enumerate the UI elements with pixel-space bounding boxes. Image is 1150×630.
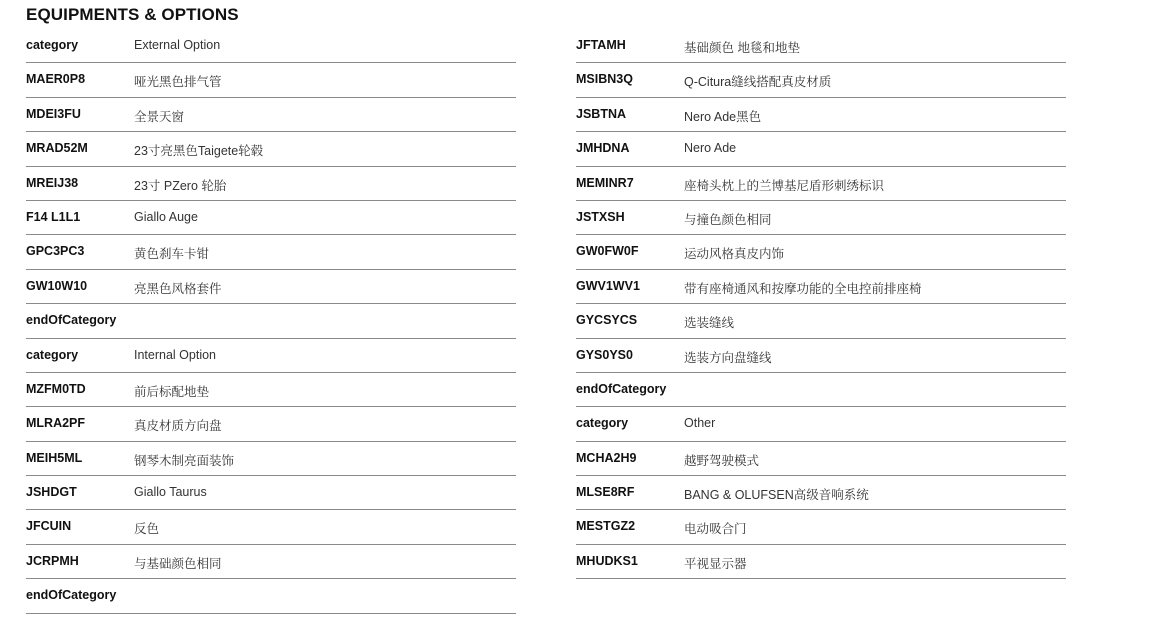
option-code: JMHDNA [576,141,630,156]
option-description: BANG & OLUFSEN高级音响系统 [684,488,869,503]
option-description: 亮黑色风格套件 [134,281,222,296]
table-row [26,442,516,476]
option-description: Nero Ade [684,141,737,156]
option-code: endOfCategory [26,588,117,603]
option-description: 哑光黑色排气管 [134,75,222,90]
table-row [26,407,516,441]
option-description: Nero Ade黑色 [684,109,762,124]
page-title: EQUIPMENTS & OPTIONS [26,5,239,24]
option-code: MAER0P8 [26,72,86,87]
right-options-table [576,29,1066,579]
option-code: MEMINR7 [576,175,634,190]
option-code: MDEI3FU [26,106,81,121]
option-description: Q-Citura缝线搭配真皮材质 [684,75,832,90]
table-row [26,270,516,304]
option-description: 座椅头枕上的兰博基尼盾形刺绣标识 [684,178,885,193]
option-code: GYCSYCS [576,313,638,328]
option-code: MLSE8RF [576,485,635,500]
option-description: 全景天窗 [134,109,185,124]
option-description: Giallo Auge [134,209,198,224]
option-description: 黄色刹车卡钳 [134,247,210,262]
option-description: 23寸亮黑色Taigete轮毂 [134,144,264,159]
table-row [26,476,516,510]
option-description: 与基础颜色相同 [134,556,222,571]
option-description: External Option [134,38,221,52]
table-row [26,339,516,373]
option-code: MSIBN3Q [576,72,633,87]
option-description: 23寸 PZero 轮胎 [134,178,227,193]
option-description: 基础颜色 地毯和地垫 [684,41,800,55]
table-row [576,476,1066,510]
table-row [26,579,516,613]
table-row [26,545,516,579]
option-description: 越野驾驶模式 [684,453,760,468]
option-description: 选装缝线 [684,316,735,331]
option-code: JSTXSH [576,209,625,224]
option-code: MHUDKS1 [576,553,638,568]
table-row [26,98,516,132]
option-description: 平视显示器 [684,556,747,571]
option-code: category [26,38,79,52]
table-row [576,373,1066,407]
option-code: MZFM0TD [26,381,86,396]
option-code: MLRA2PF [26,416,86,431]
option-description: Internal Option [134,347,216,362]
option-code: MCHA2H9 [576,450,637,465]
table-row [576,510,1066,544]
table-row [576,442,1066,476]
option-description: 钢琴木制亮面装饰 [134,453,235,468]
table-row [576,545,1066,579]
option-code: JSBTNA [576,106,627,121]
option-code: GPC3PC3 [26,244,85,259]
option-description: Giallo Taurus [134,485,207,500]
option-code: GW0FW0F [576,244,639,259]
option-description: 电动吸合门 [684,522,747,537]
option-code: GYS0YS0 [576,347,633,362]
table-row [26,63,516,97]
table-row [576,201,1066,235]
table-row [576,270,1066,304]
option-code: category [576,416,629,431]
table-row [26,304,516,338]
option-code: MEIH5ML [26,450,83,465]
option-code: MREIJ38 [26,175,79,190]
table-row [576,407,1066,441]
option-description: 选装方向盘缝线 [684,350,772,365]
option-code: JFCUIN [26,519,72,534]
option-code: JCRPMH [26,553,79,568]
table-row [576,63,1066,97]
option-code: JFTAMH [576,38,626,52]
option-description: 真皮材质方向盘 [134,419,222,434]
left-options-table [26,29,516,614]
option-code: GWV1WV1 [576,278,640,293]
option-code: endOfCategory [26,313,117,328]
table-row [26,132,516,166]
option-code: JSHDGT [26,485,77,500]
option-description: 运动风格真皮内饰 [684,247,785,262]
option-code: GW10W10 [26,278,88,293]
option-code: MRAD52M [26,141,88,156]
table-row [26,510,516,544]
option-code: endOfCategory [576,381,667,396]
option-description: 与撞色颜色相同 [684,212,772,227]
table-row [576,339,1066,373]
table-row [26,235,516,269]
table-row [576,235,1066,269]
option-code: MESTGZ2 [576,519,636,534]
option-code: F14 L1L1 [26,209,81,224]
table-row [576,29,1066,63]
option-code: category [26,347,79,362]
table-row [26,167,516,201]
option-description: 带有座椅通风和按摩功能的全电控前排座椅 [684,281,922,296]
table-row [26,373,516,407]
option-description: 前后标配地垫 [134,384,210,399]
table-row [26,201,516,235]
table-row [576,98,1066,132]
option-description: Other [684,416,716,431]
table-row [576,132,1066,166]
option-description: 反色 [134,522,160,537]
table-row [576,167,1066,201]
table-row [576,304,1066,338]
table-row [26,29,516,63]
